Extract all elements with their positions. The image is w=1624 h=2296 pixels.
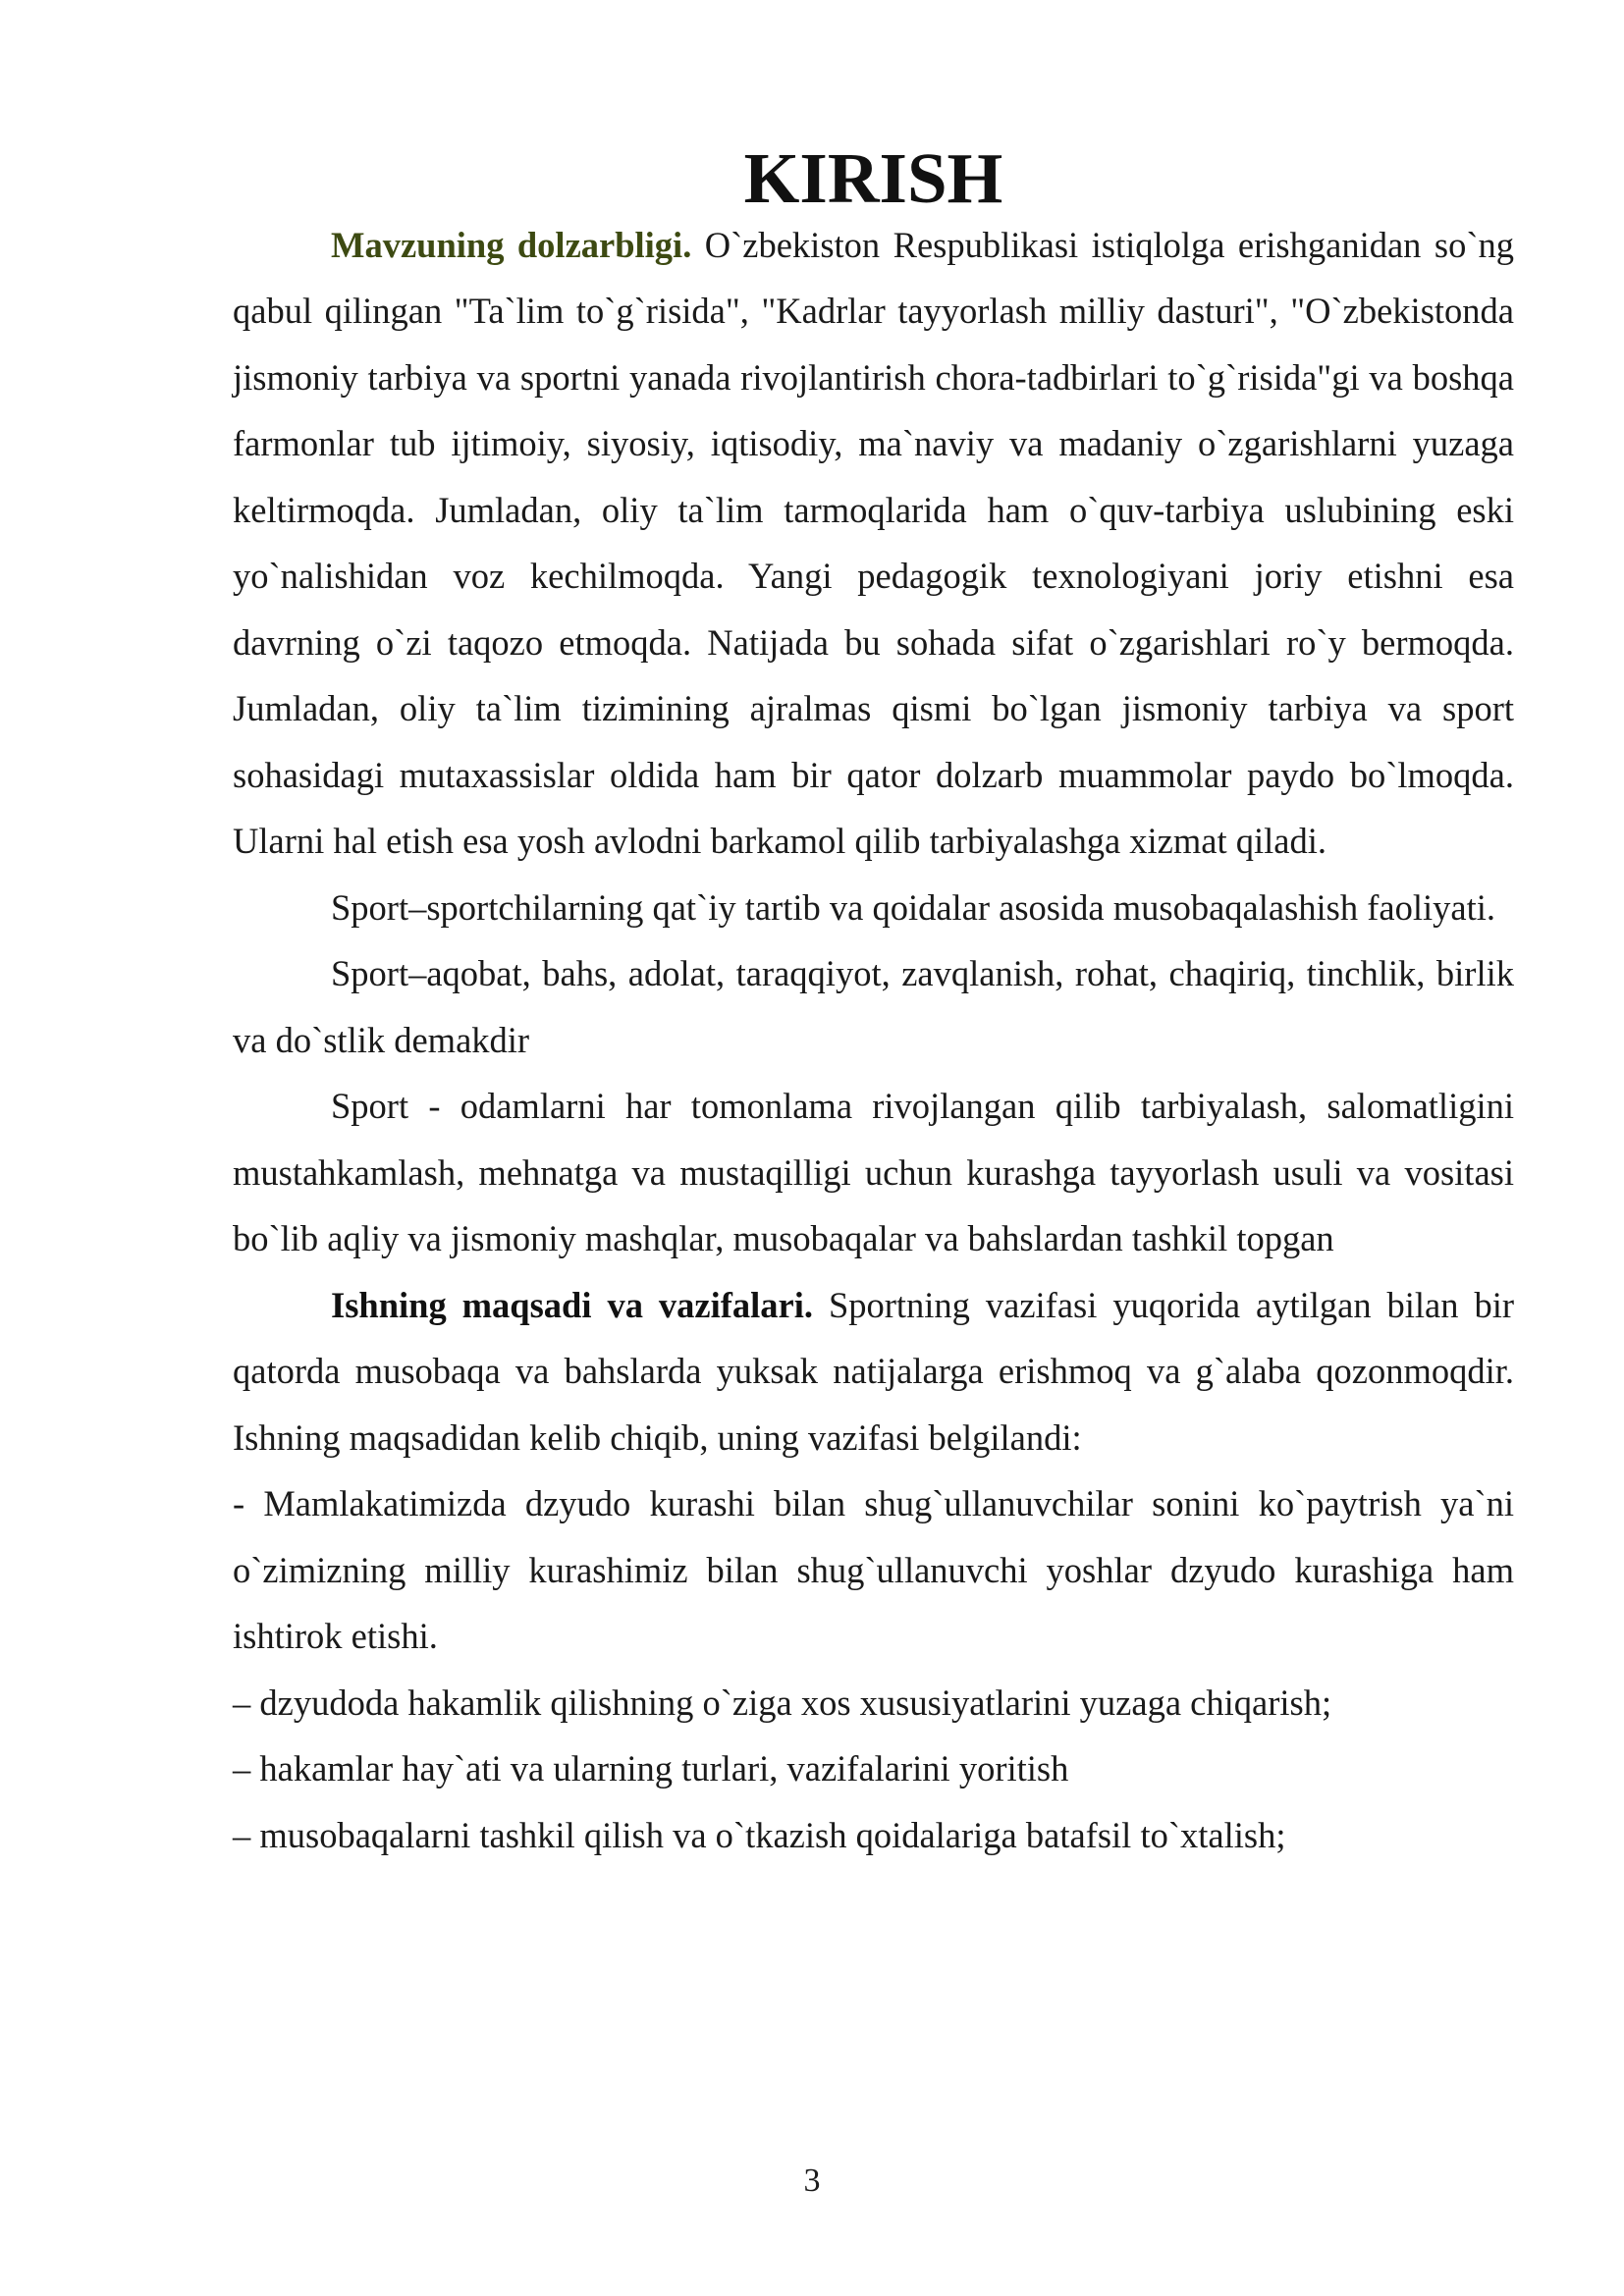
list-item: - Mamlakatimizda dzyudo kurashi bilan shug`ullanuvchilar sonini ko`paytrish ya`ni o`zimizning milliy kurashimiz bilan shug`ullanuvchi yoshlar dzyudo kurashiga ham ishtirok etishi. <box>233 1483 1514 1656</box>
paragraph-goals <box>233 1272 1514 1471</box>
list-item: – dzyudoda hakamlik qilishning o`ziga xos xususiyatlarini yuzaga chiqarish; <box>233 1682 1332 1723</box>
relevance-heading: Mavzuning dolzarbligi. <box>331 224 692 265</box>
list-item: – musobaqalarni tashkil qilish va o`tkazish qoidalariga batafsil to`xtalish; <box>233 1814 1286 1855</box>
paragraph-sport-definition-2: Sport–aqobat, bahs, adolat, taraqqiyot, zavqlanish, rohat, chaqiriq, tinchlik, birlik va do`stlik demakdir <box>233 953 1514 1060</box>
page-number: 3 <box>803 2163 821 2199</box>
paragraph-sport-definition-1: Sport–sportchilarning qat`iy tartib va qoidalar asosida musobaqalashish faoliyati. <box>331 886 1495 928</box>
goals-text: Sportning vazifasi yuqorida aytilgan bilan bir qatorda musobaqa va bahslarda yuksak natijalarga erishmoq va g`alaba qozonmoqdir. Ishning maqsadidan kelib chiqib, uning vazifasi belgilandi: <box>233 1284 1515 1458</box>
document-body <box>233 138 1515 1868</box>
page-title: KIRISH <box>743 138 1003 218</box>
list-item: – hakamlar hay`ati va ularning turlari, vazifalarini yoritish <box>233 1748 1069 1789</box>
paragraph-relevance <box>233 212 1514 875</box>
goals-heading: Ishning maqsadi va vazifalari. <box>331 1284 813 1325</box>
relevance-text: O`zbekiston Respublikasi istiqlolga erishganidan so`ng qabul qilingan "Ta`lim to`g`risida", "Kadrlar tayyorlash milliy dasturi", "O`zbekistonda jismoniy tarbiya va sportni yanada rivojlantirish chora-tadbirlari to`g`risida"gi va boshqa farmonlar tub ijtimoiy, siyosiy, iqtisodiy, ma`naviy va madaniy o`zgarishlarni yuzaga keltirmoqda. Jumladan, oliy ta`lim tarmoqlarida ham o`quv-tarbiya uslubining eski yo`nalishidan voz kechilmoqda. Yangi pedagogik texnologiyani joriy etishni esa davrning o`zi taqozo etmoqda. Natijada bu sohada sifat o`zgarishlari ro`y bermoqda. Jumladan, oliy ta`lim tizimining ajralmas qismi bo`lgan jismoniy tarbiya va sport sohasidagi mutaxassislar oldida ham bir qator dolzarb muammolar paydo bo`lmoqda. Ularni hal etish esa yosh avlodni barkamol qilib tarbiyalashga xizmat qiladi. <box>233 224 1514 861</box>
paragraph-sport-definition-3: Sport - odamlarni har tomonlama rivojlangan qilib tarbiyalash, salomatligini mustahkamlash, mehnatga va mustaqilligi uchun kurashga tayyorlash usuli va vositasi bo`lib aqliy va jismoniy mashqlar, musobaqalar va bahslardan tashkil topgan <box>233 1086 1514 1258</box>
